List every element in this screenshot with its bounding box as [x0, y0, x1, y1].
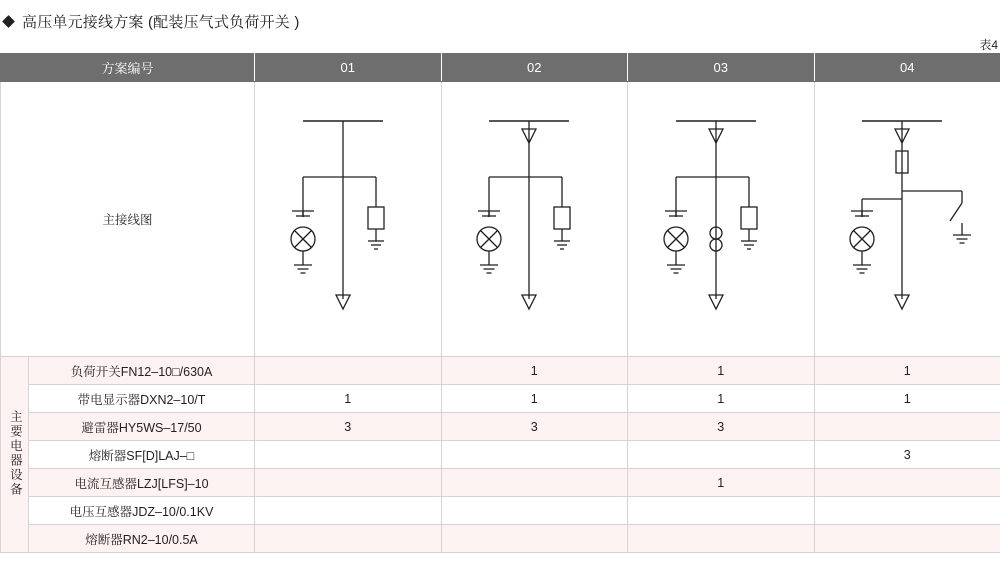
table-caption: 表4 — [979, 38, 998, 52]
table-row — [1, 357, 1000, 385]
equipment-name: 电流互感器LZJ[LFS]–10 — [29, 469, 255, 497]
equipment-qty-01 — [255, 441, 442, 469]
table-row — [1, 497, 1000, 525]
equipment-qty-02 — [441, 469, 628, 497]
equipment-qty-02: 1 — [441, 385, 628, 413]
diagram-row-label: 主接线图 — [1, 82, 255, 357]
header-scheme-01: 01 — [255, 54, 442, 82]
table-row — [1, 385, 1000, 413]
equipment-qty-03: 3 — [628, 413, 815, 441]
header-scheme-03: 03 — [628, 54, 815, 82]
equipment-qty-04: 1 — [814, 357, 1000, 385]
equipment-qty-02: 1 — [441, 357, 628, 385]
diamond-bullet-icon — [2, 15, 15, 28]
table-row — [1, 525, 1000, 553]
equipment-name: 熔断器SF[D]LAJ–□ — [29, 441, 255, 469]
equipment-qty-04: 3 — [814, 441, 1000, 469]
equipment-name: 避雷器HY5WS–17/50 — [29, 413, 255, 441]
schematic-01 — [258, 99, 438, 339]
schematic-02 — [444, 99, 624, 339]
equipment-group-label — [1, 357, 29, 553]
equipment-qty-02 — [441, 441, 628, 469]
schematic-04 — [817, 99, 997, 339]
equipment-qty-03 — [628, 497, 815, 525]
diagram-scheme-02 — [441, 82, 628, 357]
diagram-scheme-03 — [628, 82, 815, 357]
equipment-qty-01: 1 — [255, 385, 442, 413]
equipment-qty-04 — [814, 525, 1000, 553]
equipment-qty-04 — [814, 469, 1000, 497]
schematic-03 — [631, 99, 811, 339]
equipment-qty-04: 1 — [814, 385, 1000, 413]
header-scheme-02: 02 — [441, 54, 628, 82]
diagram-scheme-04 — [814, 82, 1000, 357]
page-title — [0, 6, 1000, 36]
header-scheme-label: 方案编号 — [1, 54, 255, 82]
table-row — [1, 469, 1000, 497]
equipment-qty-03: 1 — [628, 357, 815, 385]
page-title-text: 高压单元接线方案 (配装压气式负荷开关 ) — [22, 13, 300, 31]
equipment-name: 电压互感器JDZ–10/0.1KV — [29, 497, 255, 525]
wiring-scheme-table — [0, 53, 1000, 553]
header-scheme-04: 04 — [814, 54, 1000, 82]
equipment-name: 带电显示器DXN2–10/T — [29, 385, 255, 413]
table-header-row — [1, 54, 1000, 82]
equipment-group-label-text: 主要电器设备 — [8, 409, 23, 497]
equipment-name: 熔断器RN2–10/0.5A — [29, 525, 255, 553]
diagram-scheme-01 — [255, 82, 442, 357]
equipment-qty-03 — [628, 525, 815, 553]
equipment-qty-02: 3 — [441, 413, 628, 441]
equipment-qty-03: 1 — [628, 385, 815, 413]
equipment-qty-01 — [255, 469, 442, 497]
equipment-qty-04 — [814, 497, 1000, 525]
equipment-qty-03 — [628, 441, 815, 469]
table-row — [1, 441, 1000, 469]
equipment-qty-04 — [814, 413, 1000, 441]
table-row — [1, 413, 1000, 441]
equipment-qty-02 — [441, 525, 628, 553]
equipment-qty-01 — [255, 525, 442, 553]
equipment-qty-02 — [441, 497, 628, 525]
diagram-row — [1, 82, 1000, 357]
equipment-qty-01 — [255, 357, 442, 385]
equipment-qty-01: 3 — [255, 413, 442, 441]
equipment-qty-01 — [255, 497, 442, 525]
equipment-name: 负荷开关FN12–10□/630A — [29, 357, 255, 385]
equipment-qty-03: 1 — [628, 469, 815, 497]
